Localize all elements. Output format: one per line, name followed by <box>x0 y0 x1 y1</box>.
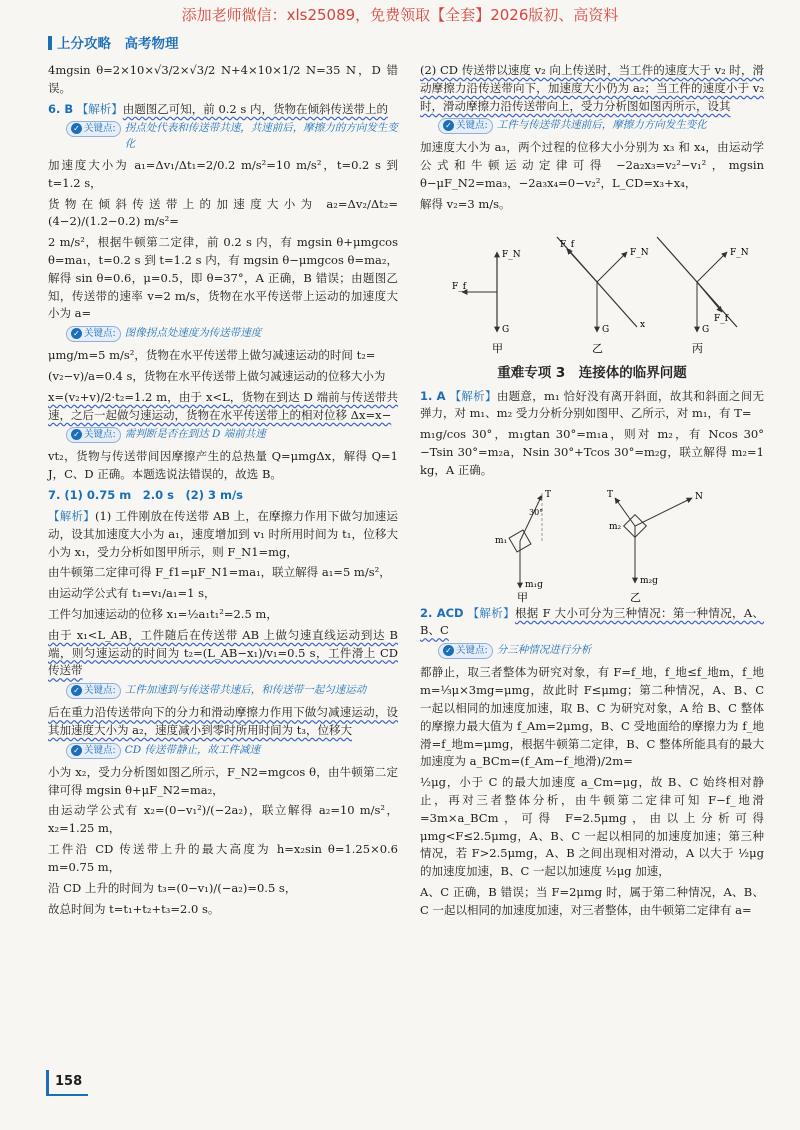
diagram-m2 <box>607 490 703 604</box>
key-text: 拐点处代表和传送带共速，共速前后，摩擦力的方向发生变化 <box>124 122 398 150</box>
q2-text-1: 2. ACD 【解析】根据 F 大小可分为三种情况：第一种情况，A、B、C <box>420 605 765 638</box>
key-badge: ✓ 关键点: <box>438 643 493 659</box>
label-x: x <box>640 319 646 330</box>
watermark-banner: 添加老师微信：xls25089，免费领取【全套】2026版初、高资料 <box>181 6 619 24</box>
key-point <box>66 743 398 759</box>
key-point <box>66 683 398 699</box>
q2-number: 2. ACD <box>420 605 464 620</box>
key-point <box>438 643 764 659</box>
q2-text-4: A、C 正确，B 错误；当 F=2μmg 时，属于第二种情况，A、B、C 一起以相同的加速度加速，对三者整体，由牛顿第二定律有 a= <box>420 885 764 917</box>
q7-text-1: 【解析】(1) 工件刚放在传送带 AB 上，在摩擦力作用下做匀加速运动，设其加速度大小为 a₁，速度增加到 v₁ 时所用时间为 t₁，位移大小为 x₁，受力分析如图甲所示，则 F_N1=mg， <box>48 508 398 559</box>
key-icon: ✓ <box>443 645 454 656</box>
label-m2: m₂ <box>609 521 622 532</box>
key-point <box>66 427 398 443</box>
q6-text-2: 加速度大小为 a₁=Δv₁/Δt₁=2/0.2 m/s²=10 m/s²，t=0.2 s 到 t=1.2 s， <box>48 157 398 190</box>
key-text: 分三种情况进行分析 <box>496 644 592 657</box>
key-text: 图像拐点处速度为传送带速度 <box>124 327 262 340</box>
label-f: F_f <box>452 281 467 292</box>
header-bar <box>48 36 52 50</box>
q2-text-2: 都静止，取三者整体为研究对象，有 F=f_地，f_地≤f_地m，f_地m=⅓μ×3mg=μmg，故此时 F≤μmg；第二种情况，A、B、C 一起以相同的加速度加速，取 B、C 为研究对象，A 给 B、C 整体的摩擦力最大值为 f_Am=2μmg，B、C 受地面给的摩擦力为 f_地滑=f_地m=μmg，根据牛顿第二定律，B、C 整体所能具有的最大加速度为 a_BCm=(f_Am−f_地滑)/2m= <box>420 665 764 769</box>
q7-tag: 【解析】 <box>48 508 95 523</box>
diagram-yi <box>557 237 649 355</box>
q6-text-5: μmg/m=5 m/s²，货物在水平传送带上做匀减速运动的时间 t₂= <box>48 348 376 363</box>
q1-text-1: 1. A 【解析】由题意，m₁ 恰好没有离开斜面，故其和斜面之间无弹力，对 m₁、m₂ 受力分析分别如图甲、乙所示，对 m₁，有 T= <box>420 388 765 421</box>
q2-tag: 【解析】 <box>467 605 515 620</box>
key-icon: ✓ <box>71 685 82 696</box>
key-point <box>66 121 398 151</box>
label-m1: m₁ <box>495 535 508 546</box>
q6-text-8: vt₂，货物与传送带间因摩擦产生的总热量 Q=μmgΔx，解得 Q=1 J，C、D 正确。本题选说法错误的，故选 B。 <box>48 449 398 482</box>
q1-text-2: m₁g/cos 30°，m₁gtan 30°=m₁a，则对 m₂，有 Ncos 30°−Tsin 30°=m₂a，Nsin 30°+Tcos 30°=m₂g，联立解得 m₂=1 kg，A 正确。 <box>420 427 764 477</box>
key-icon: ✓ <box>71 429 82 440</box>
label-n: N <box>695 491 703 502</box>
r-text-3: 解得 v₂=3 m/s。 <box>420 196 511 211</box>
diagram-jia <box>452 250 521 355</box>
key-badge: ✓ 关键点: <box>66 121 121 137</box>
right-column <box>420 62 764 923</box>
q1-number: 1. A <box>420 388 446 403</box>
friction-arrow <box>567 249 597 282</box>
label-fn: F_N <box>730 247 749 258</box>
key-point <box>438 118 764 134</box>
label-t: T <box>607 489 614 500</box>
q7-text-5: 由于 x₁<L_AB，工件随后在传送带 AB 上做匀速直线运动到达 B 端，则匀速运动的时间为 t₂=(L_AB−x₁)/v₁=0.5 s，工件滑上 CD 传送带 <box>48 627 398 678</box>
label-f: F_f <box>714 313 729 324</box>
label-fn: F_N <box>630 247 649 258</box>
q6-intro <box>48 101 398 119</box>
page-number: 158 <box>46 1070 88 1096</box>
label-jia: 甲 <box>492 341 503 355</box>
label-jia: 甲 <box>517 590 528 604</box>
q6-text-4: 2 m/s²，根据牛顿第二定律，前 0.2 s 内，有 mgsin θ+μmgcos θ=ma₁，t=0.2 s 到 t=1.2 s 内，有 mgsin θ−μmgcos θ=ma₂，解得 sin θ=0.6，μ=0.5，即 θ=37°，A 正确，B 错误；由题图乙知，传送带的速率 v=2 m/s，货物在水平传送带上运动的加速度大小为 a= <box>48 235 398 321</box>
q6-number: 6. B <box>48 101 74 116</box>
left-column <box>48 62 398 921</box>
diagram-bing <box>657 237 749 355</box>
key-badge: ✓ 关键点: <box>66 743 121 759</box>
normal-force-arrow <box>635 498 692 526</box>
q7-text-7: 小为 x₂，受力分析图如图乙所示，F_N2=mgcos θ，由牛顿第二定律可得 mgsin θ+μF_N2=ma₂， <box>48 764 398 797</box>
label-angle: 30° <box>529 507 544 517</box>
normal-force-arrow <box>597 252 627 282</box>
q1-tag: 【解析】 <box>449 388 497 403</box>
r-text-2: 加速度大小为 a₃，两个过程的位移大小分别为 x₃ 和 x₄，由运动学公式和牛顿运动定律可得 −2a₂x₃=v₂²−v₁²，mgsin θ−μF_N2=ma₃，−2a₃x₄=0−v₂²，L_CD=x₃+x₄， <box>420 140 764 191</box>
label-yi: 乙 <box>592 341 603 355</box>
tension-arrow <box>520 495 542 541</box>
q7-text-6: 后在重力沿传送带向下的分力和滑动摩擦力作用下做匀减速运动，设其加速度大小为 a₂，速度减小到零时所用时间为 t₃，位移大 <box>48 705 398 737</box>
label-bing: 丙 <box>692 341 703 355</box>
q7-text-3: 由运动学公式有 t₁=v₁/a₁=1 s， <box>48 586 216 601</box>
label-m1g: m₁g <box>525 579 543 590</box>
q7-text-8: 由运动学公式有 x₂=(0−v₁²)/(−2a₂)，联立解得 a₂=10 m/s²，x₂=1.25 m， <box>48 803 398 836</box>
section-title: 重难专项 3 连接体的临界问题 <box>497 364 687 381</box>
q6-text-1: 由题图乙可知，前 0.2 s 内，货物在倾斜传送带上的 <box>122 101 388 116</box>
q7-answer: 7. (1) 0.75 m 2.0 s (2) 3 m/s <box>48 488 244 503</box>
r-text-1: (2) CD 传送带以速度 v₂ 向上传送时，当工件的速度大于 v₂ 时，滑动摩擦力沿传送带向下，加速度大小仍为 a₂；当工件的速度小于 v₂ 时，滑动摩擦力沿传送带向上，受力分析图如图丙所示，设其 <box>420 63 764 113</box>
key-badge: ✓ 关键点: <box>66 683 121 699</box>
key-badge: ✓ 关键点: <box>438 118 493 134</box>
q6-tag: 【解析】 <box>76 101 123 116</box>
key-icon: ✓ <box>71 328 82 339</box>
key-badge: ✓ 关键点: <box>66 326 121 342</box>
key-icon: ✓ <box>443 120 454 131</box>
q7-text-10: 沿 CD 上升的时间为 t₃=(0−v₁)/(−a₂)=0.5 s， <box>48 880 297 895</box>
normal-force-arrow <box>697 252 727 282</box>
label-yi: 乙 <box>630 590 641 604</box>
label-f: F_f <box>560 239 575 250</box>
q6-text-3: 货物在倾斜传送带上的加速度大小为 a₂=Δv₂/Δt₂=(4−2)/(1.2−0.2) m/s²= <box>48 196 398 229</box>
label-t: T <box>545 489 552 500</box>
key-icon: ✓ <box>71 745 82 756</box>
q6-text-7: x=(v₂+v)/2·t₂=1.2 m，由于 x<L，货物在到达 D 端前与传送带共速，之后一起做匀速运动，货物在水平传送带上的相对位移 Δx=x− <box>48 389 398 422</box>
label-m2g: m₂g <box>640 575 658 586</box>
force-diagram-1 <box>442 217 749 357</box>
key-icon: ✓ <box>71 123 82 134</box>
label-g: G <box>702 324 710 335</box>
label-fn: F_N <box>502 249 521 260</box>
q6-text-6: (v₂−v)/a=0.4 s，货物在水平传送带上做匀减速运动的位移大小为 <box>48 369 386 383</box>
q7-text-11: 故总时间为 t=t₁+t₂+t₃=2.0 s。 <box>48 901 220 916</box>
label-g: G <box>602 324 610 335</box>
q2-text-3: ½μg，小于 C 的最大加速度 a_Cm=μg，故 B、C 始终相对静止，再对三者整体分析，由牛顿第二定律可知 F−f_地滑=3m×a_BCm，可得 F=2.5μmg，由以上分析可得 μmg<F≤2.5μmg，A、B、C 一起以相同的加速度加速；第三种情况，若 F>2.5μmg，A、B 之间出现相对滑动，A 以大于 ½μg 的加速度加速，B、C 一起以加速度 ½μg 加速， <box>420 775 764 879</box>
q7-text-2: 由牛顿第二定律可得 F_f1=μF_N1=ma₁，联立解得 a₁=5 m/s²， <box>48 565 391 580</box>
label-g: G <box>502 324 510 335</box>
q7-text-4: 工件匀加速运动的位移 x₁=½a₁t₁²=2.5 m， <box>48 606 278 621</box>
key-text: CD 传送带静止，故工件减速 <box>124 743 260 756</box>
friction-arrow <box>697 282 722 312</box>
q7-text-9: 工件沿 CD 传送带上升的最大高度为 h=x₂sin θ=1.25×0.6 m=0.75 m， <box>48 842 398 874</box>
key-text: 工件加速到与传送带共速后，和传送带一起匀速运动 <box>124 684 367 697</box>
diagram-m1 <box>495 490 551 604</box>
force-diagram-2 <box>467 483 717 603</box>
left-line-1: 4mgsin θ=2×10×√3/2×√3/2 N+4×10×1/2 N=35 N，D 错误。 <box>48 63 398 95</box>
key-text: 工件与传送带共速前后，摩擦力方向发生变化 <box>496 119 707 132</box>
key-point <box>66 326 398 342</box>
page-header <box>48 34 748 56</box>
header-title: 上分攻略 高考物理 <box>57 36 179 52</box>
key-text: 需判断是否在到达 D 端前共速 <box>124 428 266 441</box>
key-badge: ✓ 关键点: <box>66 427 121 443</box>
